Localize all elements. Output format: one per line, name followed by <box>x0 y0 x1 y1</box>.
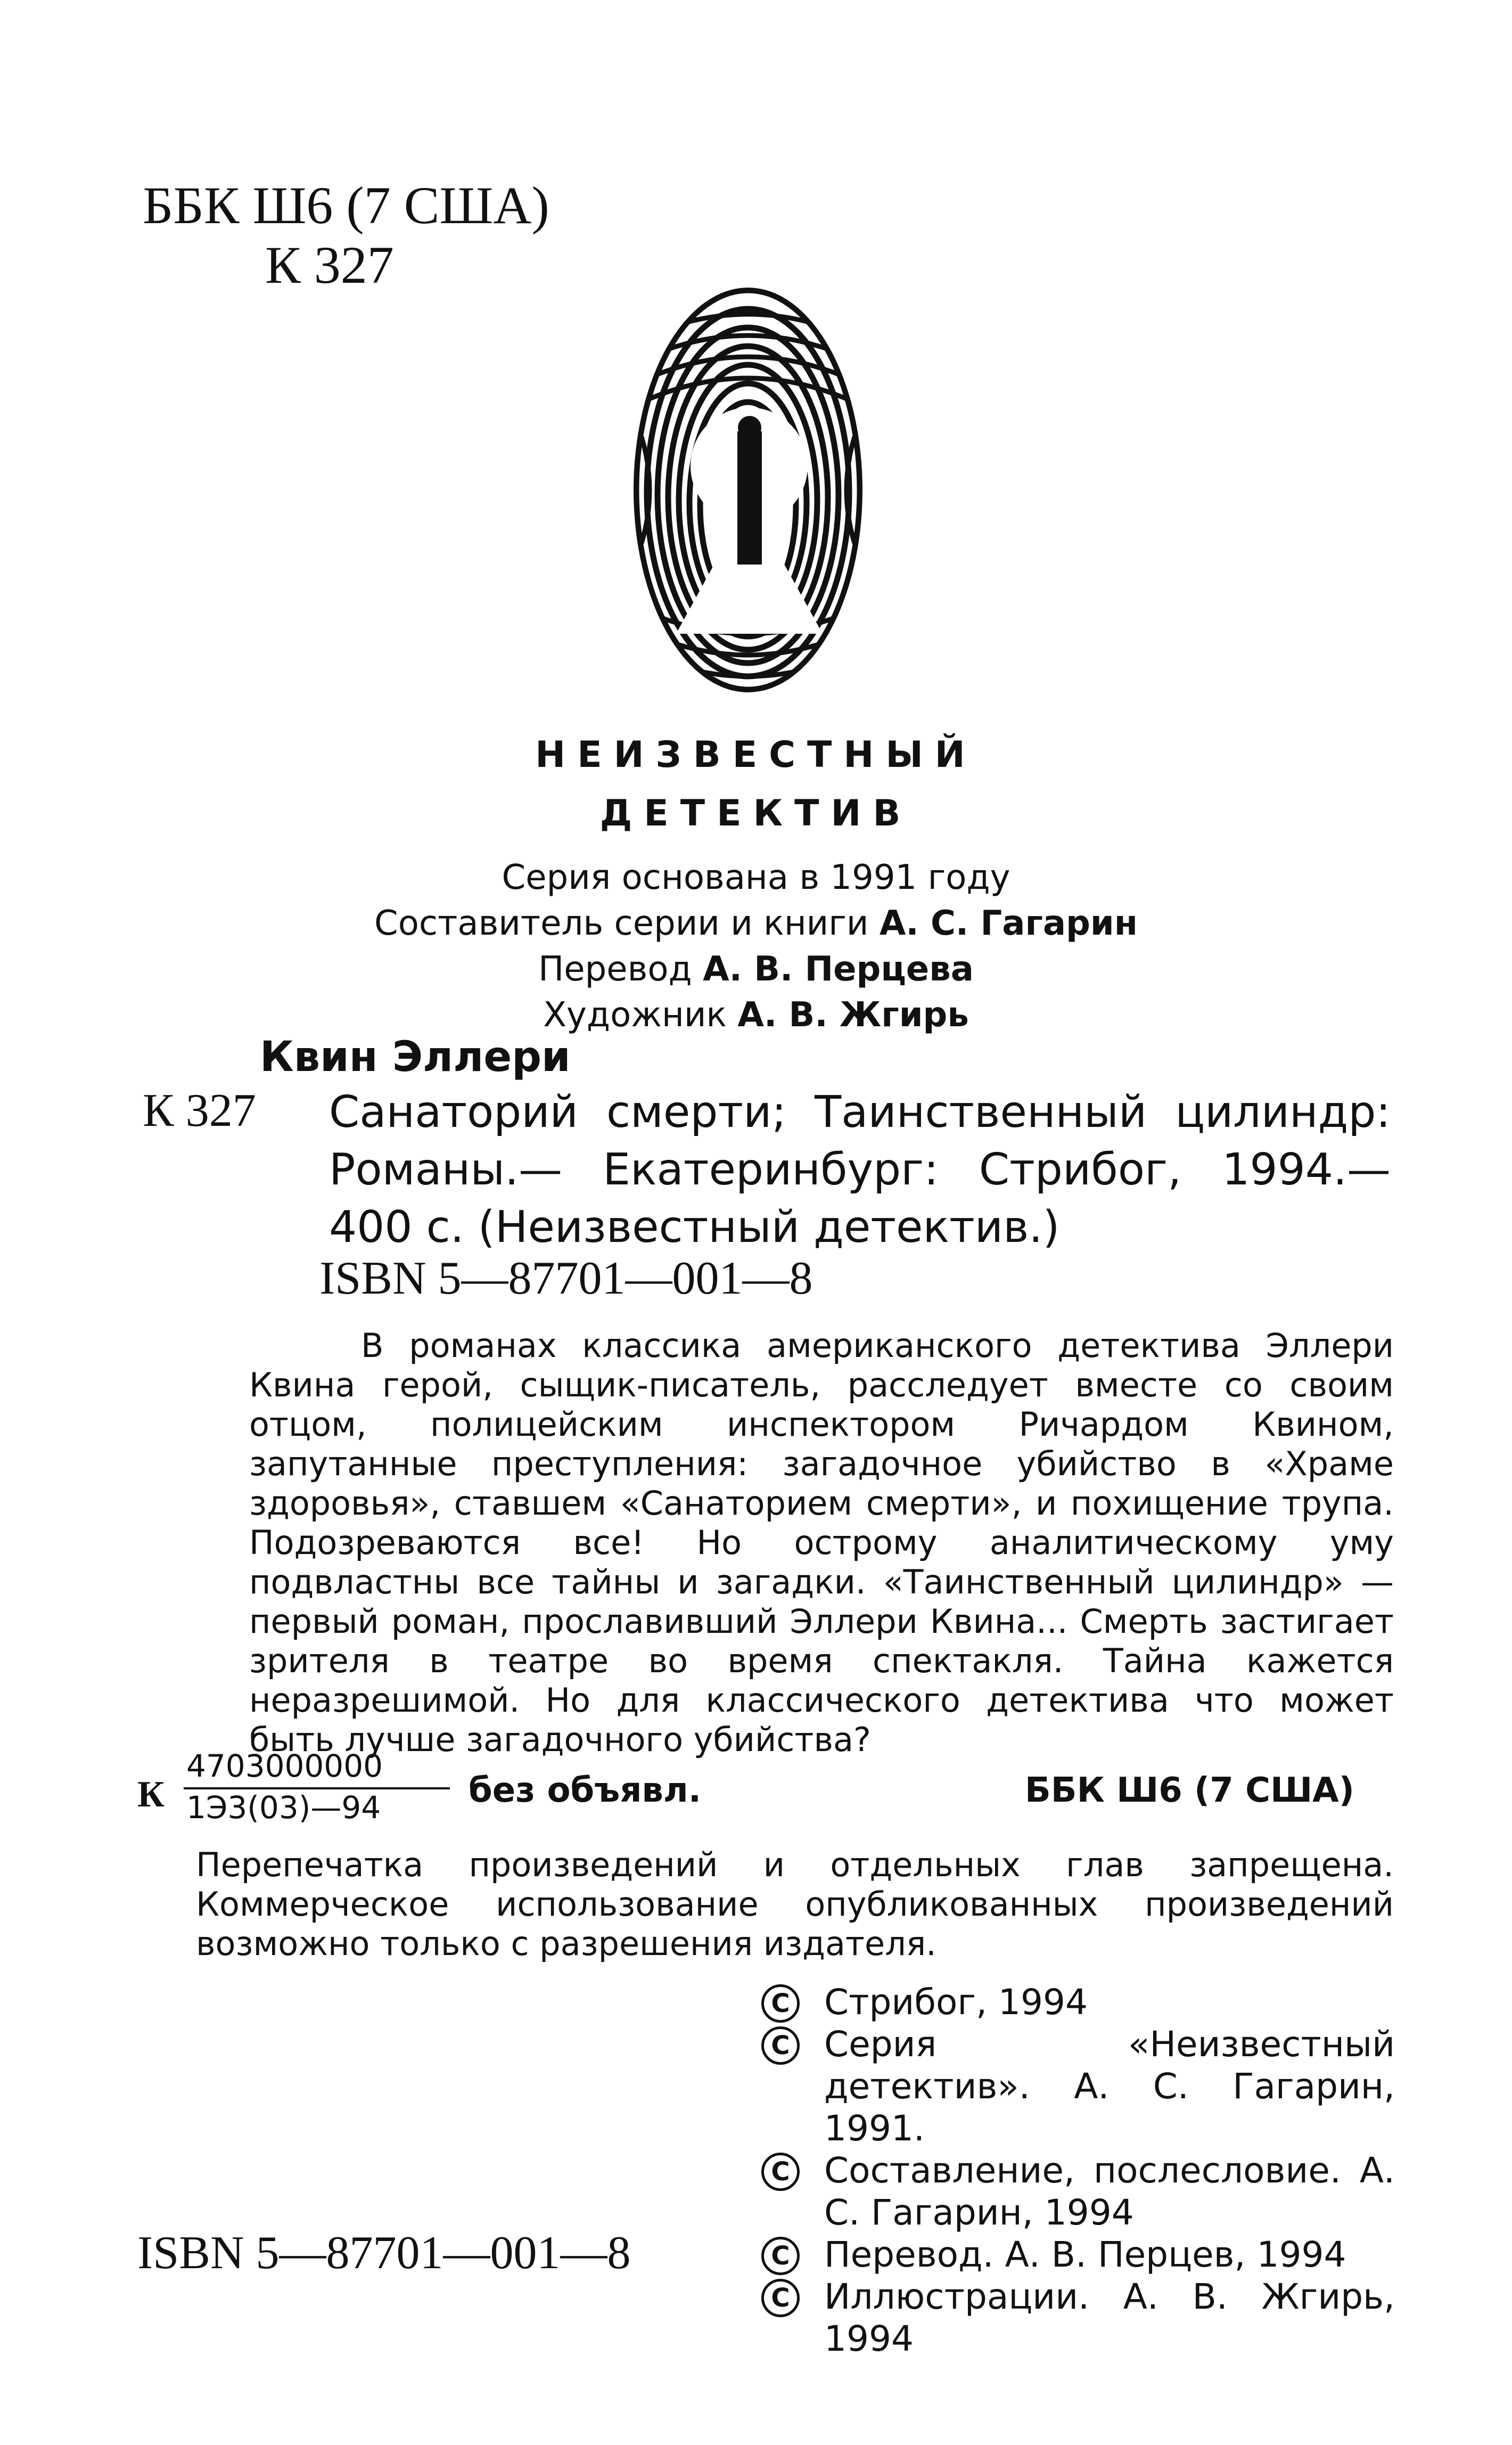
copyright-icon: С <box>761 2279 800 2317</box>
copyright-item <box>761 1981 1395 2023</box>
copyright-item <box>761 2023 1395 2149</box>
price-fraction <box>184 1748 450 1826</box>
copyright-item <box>761 2276 1395 2360</box>
copyright-icon: С <box>761 2153 800 2191</box>
catalog-isbn: ISBN 5—87701—001—8 <box>319 1253 813 1304</box>
price-denominator: 1Э3(03)—94 <box>186 1789 381 1826</box>
annotation-paragraph: В романах классика американского детектива Эллери Квина герой, сыщик-писатель, расследует вместе со своим отцом, полицейским инспектором Ричардом Квином, запутанные преступления: загадочное убийство в «Храме здоровья», ставшем «Санаторием смерти», и похищение трупа. Подозреваются все! Но острому аналитическому уму подвластны все тайны и загадки. «Таинственный цилиндр» — первый роман, прославивший Эллери Квина... Смерть застигает зрителя в театре во время спектакля. Тайна кажется неразрешимой. Но для классического детектива что может быть лучше загадочного убийства? <box>249 1326 1394 1759</box>
copyright-icon: С <box>761 2237 800 2275</box>
author-mark: К 327 <box>265 235 394 295</box>
catalog-author: Квин Эллери <box>260 1033 571 1081</box>
copyright-icon: С <box>761 2026 800 2065</box>
copyright-item <box>761 2234 1395 2276</box>
no-ad-label: без объявл. <box>469 1771 702 1810</box>
series-title-line2: ДЕТЕКТИВ <box>599 792 913 835</box>
isbn-bottom: ISBN 5—87701—001—8 <box>137 2227 631 2279</box>
bbk-classification-bottom: ББК Ш6 (7 США) <box>1025 1771 1354 1810</box>
bbk-code: ББК Ш6 (7 США) <box>143 176 549 235</box>
translator-name: А. В. Перцева <box>703 950 974 989</box>
price-letter: К <box>137 1774 165 1815</box>
artist-name: А. В. Жгирь <box>737 995 969 1035</box>
copyright-text: Серия «Неизвестный детектив». А. С. Гагарин, 1991. <box>824 2024 1395 2149</box>
series-credits <box>0 855 1512 1038</box>
translation-label: Перевод <box>538 950 692 989</box>
catalog-code: К 327 <box>143 1085 256 1136</box>
fingerprint-keyhole-logo <box>626 277 870 708</box>
series-title-line1: НЕИЗВЕСТНЫЙ <box>535 734 977 776</box>
copyright-text: Стрибог, 1994 <box>824 1982 1088 2023</box>
catalog-description: Санаторий смерти; Таинственный цилиндр: Романы.— Екатеринбург: Стрибог, 1994.— 400 с. (Неизвестный детектив.) <box>329 1087 1391 1253</box>
copyright-notice: Перепечатка произведений и отдельных глав запрещена. Коммерческое использование опубликованных произведений возможно только с разрешения издателя. <box>196 1845 1394 1963</box>
fingerprint-icon <box>626 277 870 708</box>
artist-line <box>0 992 1512 1038</box>
copyright-text: Иллюстрации. А. В. Жгирь, 1994 <box>824 2276 1395 2359</box>
copyright-item <box>761 2149 1395 2234</box>
copyright-list <box>761 1981 1395 2360</box>
copyright-text: Перевод. А. В. Перцев, 1994 <box>824 2234 1346 2275</box>
compiler-label: Составитель серии и книги <box>374 904 869 943</box>
compiler-line <box>0 901 1512 946</box>
copyright-icon: С <box>761 1984 800 2023</box>
price-numerator: 4703000000 <box>186 1748 383 1784</box>
series-founded: Серия основана в 1991 году <box>502 858 1010 897</box>
bbk-classification-top <box>143 176 549 295</box>
copyright-text: Составление, послесловие. А. С. Гагарин, 1994 <box>824 2150 1395 2233</box>
translation-line <box>0 946 1512 992</box>
compiler-name: А. С. Гагарин <box>879 904 1138 943</box>
artist-label: Художник <box>543 995 727 1035</box>
